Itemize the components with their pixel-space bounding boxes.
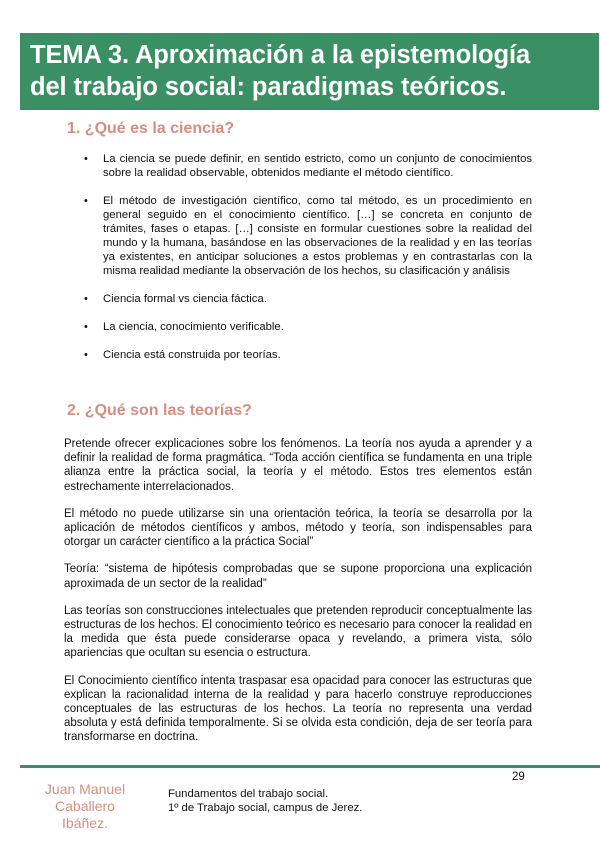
course-info	[168, 787, 362, 815]
body-paragraph: Pretende ofrecer explicaciones sobre los fenómenos. La teoría nos ayuda a aprender y a definir la realidad de forma pragmática. “Toda acción científica se fundamenta en una triple alianza entre la práctica social, la teoría y el método. Estos tres elementos están estrechamente interrelacionados.	[64, 438, 532, 493]
section-heading-teorias: 2. ¿Qué son las teorías?	[67, 402, 252, 419]
title-line-2: del trabajo social: paradigmas teóricos.	[30, 73, 507, 101]
author-line: Ibáñez.	[62, 815, 108, 831]
teorias-body	[64, 437, 532, 758]
author-name	[40, 781, 130, 832]
footer-divider	[20, 765, 600, 768]
title-line-1: TEMA 3. Aproximación a la epistemología	[30, 41, 531, 69]
bullet-item: • La ciencia se puede definir, en sentido estricto, como un conjunto de conocimientos sobre la realidad observable, obtenidos mediante el método científico.	[84, 152, 532, 180]
course-line: Fundamentos del trabajo social.	[168, 788, 329, 800]
author-line: Caballero	[55, 798, 115, 814]
body-paragraph: Teoría: “sistema de hipótesis comprobadas que se supone proporciona una explicación aproximada de un sector de la realidad”	[64, 563, 532, 590]
body-paragraph: Las teorías son construcciones intelectuales que pretenden reproducir conceptualmente las estructuras de los hechos. El conocimiento teórico es necesario para conocer la realidad en la medida que ésta puede considerarse opaca y revelando, a primera vista, sólo apariencias que ocultan su esencia o estructura.	[64, 604, 532, 660]
body-paragraph: El Conocimiento científico intenta traspasar esa opacidad para conocer las estructuras que explican la racionalidad interna de la realidad y para hacerlo construye reproducciones conceptuales de las estructuras de los hechos. La teoría no representa una verdad absoluta y está definida temporalmente. Si se olvida esta condición, deja de ser teoría para transformarse en doctrina.	[64, 674, 532, 744]
page-title	[20, 33, 599, 103]
bullet-item: • Ciencia está construida por teorías.	[84, 348, 532, 362]
author-line: Juan Manuel	[44, 781, 126, 797]
course-line: 1º de Trabajo social, campus de Jerez.	[168, 802, 363, 814]
bullet-item: • Ciencia formal vs ciencia fáctica.	[84, 292, 532, 306]
bullet-item: • El método de investigación científico, como tal método, es un procedimiento en general seguido en el conocimiento científico. […] se concreta en conjunto de trámites, fases o etapas. […] consiste en formular cuestiones sobre la realidad del mundo y la humana, basándose en las observaciones de la realidad y en las teorías ya existentes, en anticipar soluciones a estos problemas y en contrastarlas con la misma realidad mediante la observación de los hechos, su clasificación y análisis	[84, 194, 532, 278]
ciencia-bullet-list	[84, 152, 532, 376]
body-paragraph: El método no puede utilizarse sin una orientación teórica, la teoría se desarrolla por la aplicación de métodos científicos y ambos, método y teoría, son indispensables para otorgar un carácter científico a la práctica Social”	[64, 507, 532, 549]
bullet-item: • La ciencia, conocimiento verificable.	[84, 320, 532, 334]
section-heading-ciencia: 1. ¿Qué es la ciencia?	[67, 120, 235, 137]
title-banner	[20, 33, 599, 110]
page-number: 29	[512, 771, 525, 783]
